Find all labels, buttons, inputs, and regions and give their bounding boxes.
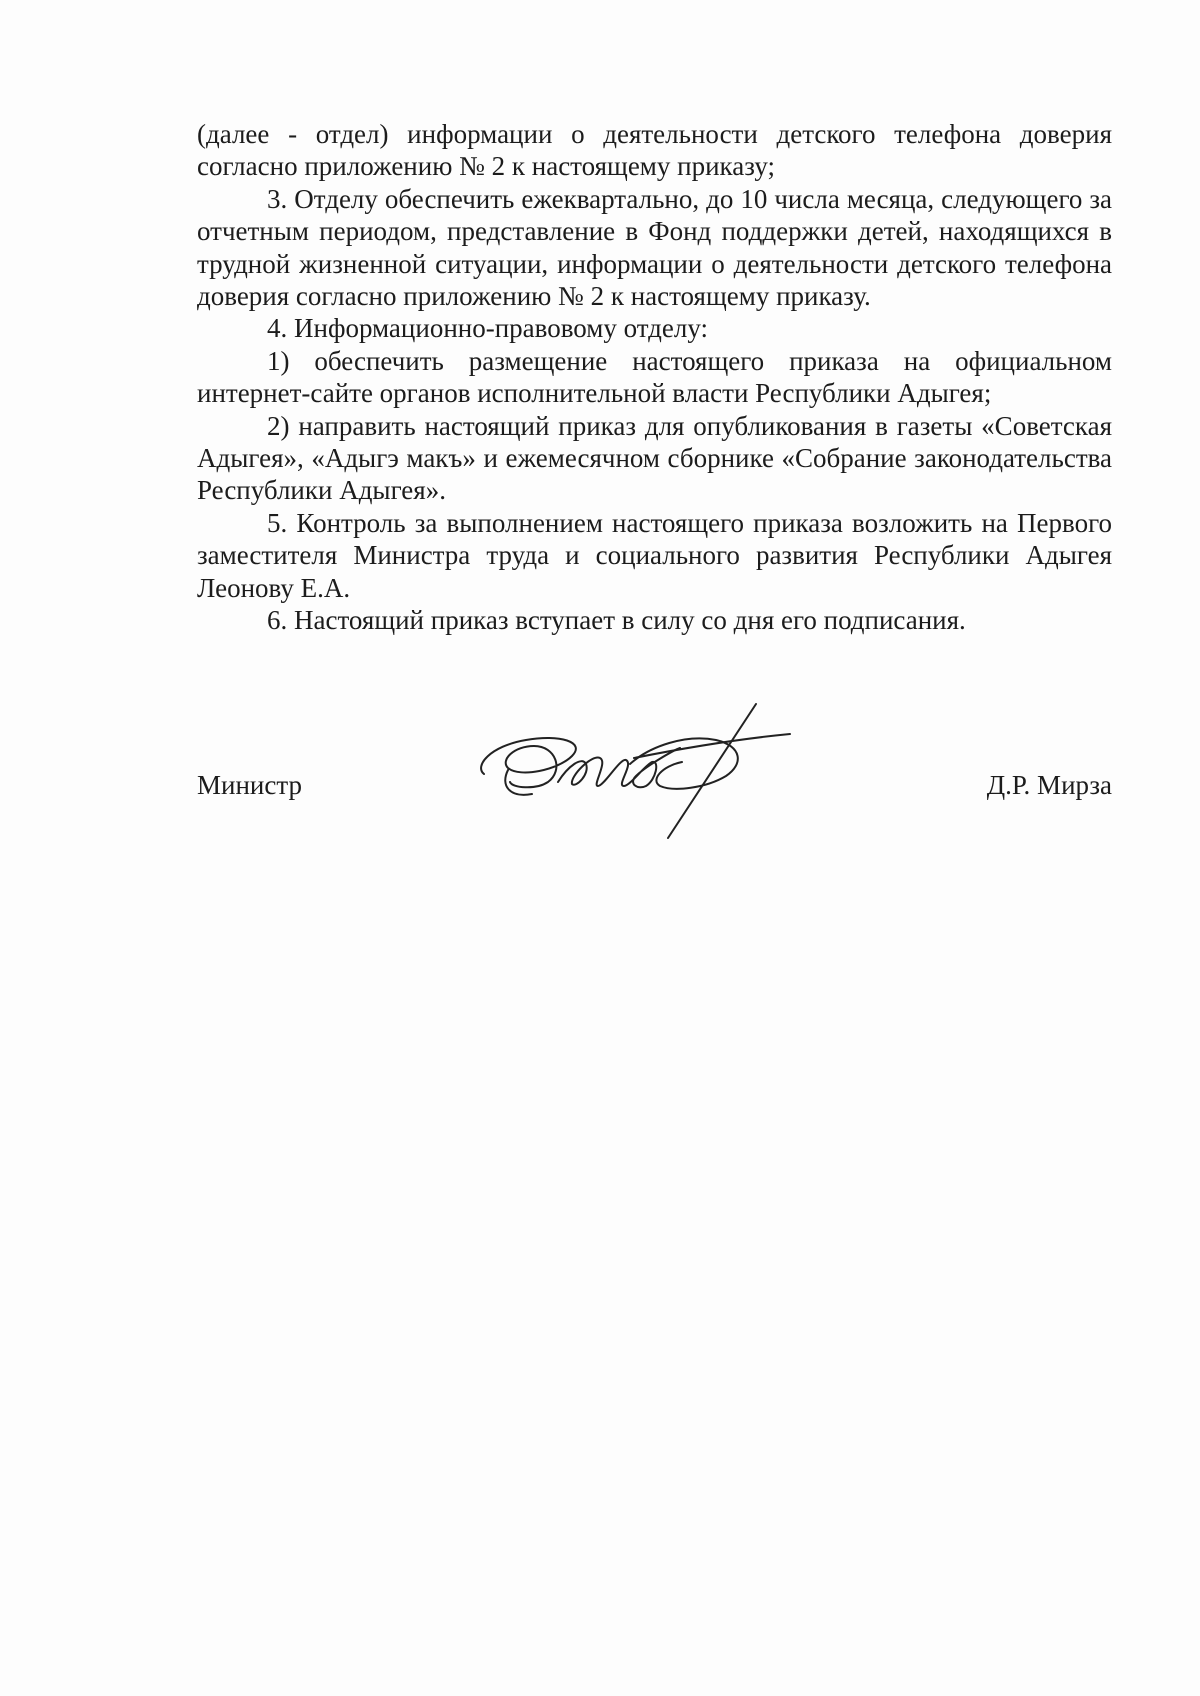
paragraph-item-4: 4. Информационно-правовому отделу: [267, 313, 709, 344]
paragraph-item-4-1: 1) обеспечить размещение настоящего приказа на официальном интернет-сайте органов исполнительной власти Республики Адыгея; [197, 345, 1112, 409]
handwritten-signature [460, 690, 840, 840]
signer-name: Д.Р. Мирза [986, 770, 1112, 800]
paragraph-item-5: 5. Контроль за выполнением настоящего приказа возложить на Первого заместителя Министра труда и социального развития Республики Адыгея Леонову Е.А. [197, 507, 1112, 603]
paragraph-item-4-2: 2) направить настоящий приказ для опубликования в газеты «Советская Адыгея», «Адыгэ макъ» и ежемесячном сборнике «Собрание законодательства Республики Адыгея». [197, 410, 1112, 506]
order-text [197, 118, 1112, 637]
paragraph-item-3: 3. Отделу обеспечить ежеквартально, до 10 числа месяца, следующего за отчетным периодом, представление в Фонд поддержки детей, находящихся в трудной жизненной ситуации, информации о деятельности детского телефона доверия согласно приложению № 2 к настоящему приказу. [197, 183, 1112, 312]
signer-position: Министр [197, 770, 302, 800]
paragraph-continuation: (далее - отдел) информации о деятельности детского телефона доверия согласно приложению № 2 к настоящему приказу; [197, 119, 1112, 182]
paragraph-item-6: 6. Настоящий приказ вступает в силу со дня его подписания. [267, 605, 966, 636]
